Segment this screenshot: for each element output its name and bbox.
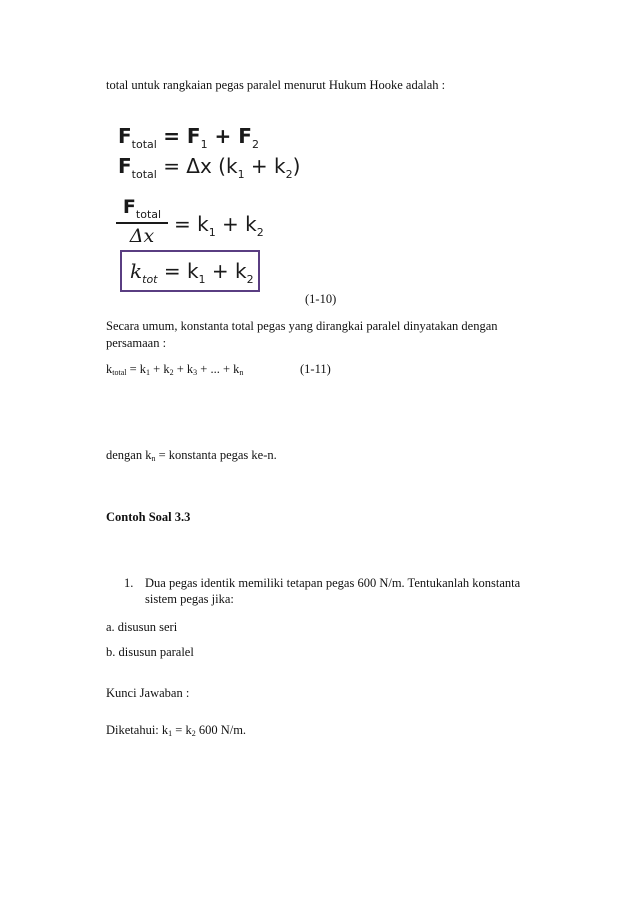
parallel-spring-formula xyxy=(114,118,314,300)
ktotal-equation: $k_{total} = k_1 + k_2 + k_3$ + ... + $k_n$ xyxy=(106,362,244,377)
answer-key-heading: Kunci Jawaban : xyxy=(106,686,190,700)
fraction-denominator: Δx xyxy=(129,225,155,247)
equation-number-1-11: (1-11) xyxy=(300,362,331,376)
formula-fraction xyxy=(116,196,168,247)
question-number: 1. xyxy=(124,576,134,590)
equation-number-1-10: (1-10) xyxy=(305,292,337,306)
general-text-line-1: Secara umum, konstanta total pegas yang dirangkai paralel dinyatakan dengan xyxy=(106,319,498,333)
formula-line-2: $F_{total} = \Delta x$ $(k_1 + k_2)$ xyxy=(118,154,301,181)
formula-line-4: $k_{tot} = k_1 + k_2$ xyxy=(130,259,254,286)
formula-line-3: = $k_1 + k_2$ xyxy=(174,212,264,239)
example-heading: Contoh Soal 3.3 xyxy=(106,510,191,524)
fraction-numerator: $F_{total}$ xyxy=(116,196,168,224)
intro-text: total untuk rangkaian pegas paralel menurut Hukum Hooke adalah : xyxy=(106,78,446,92)
option-b: b. disusun paralel xyxy=(106,645,194,659)
question-line-2: sistem pegas jika: xyxy=(145,592,234,606)
kn-definition: dengan $k_n$ = konstanta pegas ke-n. xyxy=(106,448,277,463)
general-text-line-2: persamaan : xyxy=(106,336,167,350)
option-a: a. disusun seri xyxy=(106,620,178,634)
known-values: Diketahui: $k_1 = k_2$ 600 N/m. xyxy=(106,723,247,738)
formula-line-1: $F_{total} = F_1 + F_2$ xyxy=(118,124,259,151)
question-line-1: Dua pegas identik memiliki tetapan pegas 600 N/m. Tentukanlah konstanta xyxy=(145,576,521,590)
boxed-result-formula xyxy=(120,250,260,292)
